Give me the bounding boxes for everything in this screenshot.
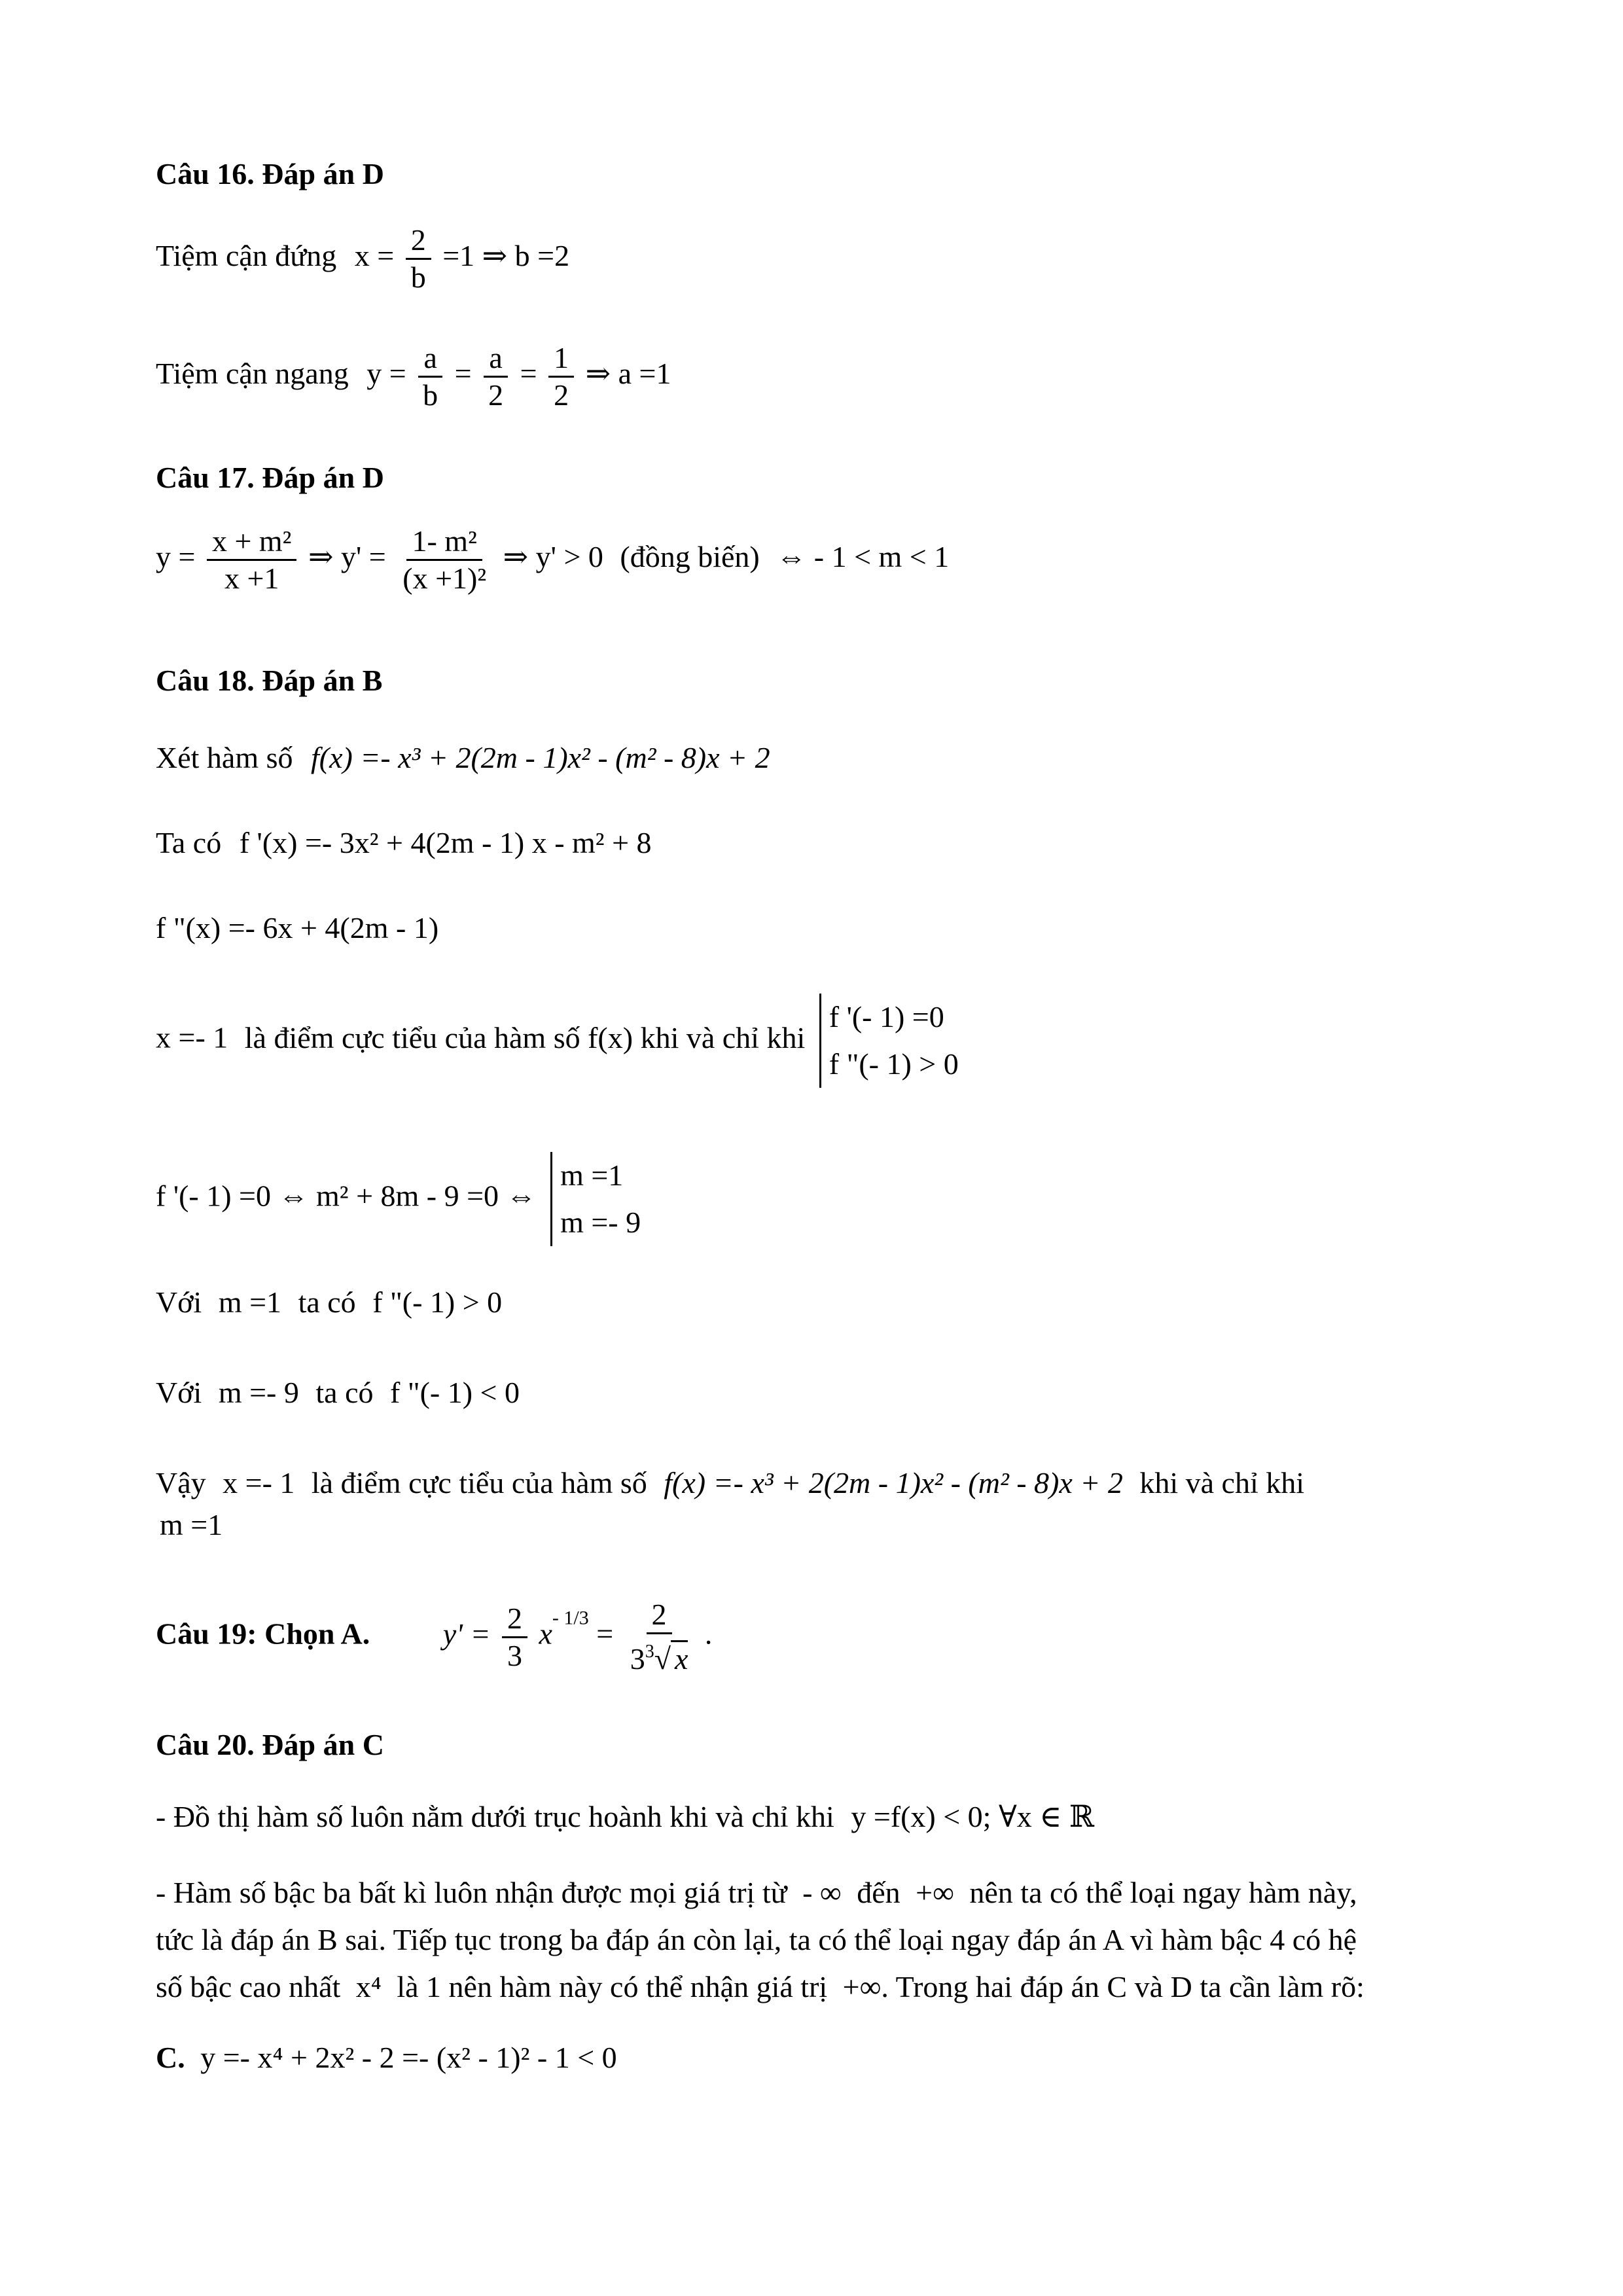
q18-function: f(x) =- x³ + 2(2m - 1)x² - (m² - 8)x + 2 bbox=[311, 741, 770, 774]
q16-l2-frac3: $\frac{1}{2}$ bbox=[548, 340, 574, 413]
q18-line3 bbox=[156, 908, 438, 948]
q19-line: Câu 19: Chọn A. y' = $\frac{2}{3}$ $x^{- 1/3}$ = $\frac{2}{3^3√ x}$ . bbox=[156, 1598, 713, 1676]
q16-l1-text: Tiệm cận đứng bbox=[156, 239, 337, 273]
q17-line1: y = $\frac{\text{x + m²}}{x +1}$ ⇒ y' = $\frac{\text{1- m²}}{\text{(x +1)²}}$ ⇒ y' > 0 (đồng biến) ⇔ - 1 < m < 1 bbox=[156, 524, 950, 595]
q18-line8: Vậy x =- 1 là điểm cực tiểu của hàm số f(x) =- x³ + 2(2m - 1)x² - (m² - 8)x + 2 khi và chỉ khi bbox=[156, 1466, 1305, 1499]
q16-l2-frac1: $\frac{a}{b}$ bbox=[418, 340, 443, 413]
q18-solution-system: m =1 m =- 9 bbox=[550, 1152, 641, 1246]
q16-line2: Tiệm cận ngang y = $\frac{a}{b}$ = $\frac{a}{2}$ = $\frac{1}{2}$ ⇒ a =1 bbox=[156, 341, 671, 412]
q16-l2-frac2: $\frac{a}{2}$ bbox=[483, 340, 508, 413]
q20-line1: - Đồ thị hàm số luôn nằm dưới trục hoành khi và chỉ khi y =f(x) < 0; ∀x ∈ ℝ bbox=[156, 1800, 1094, 1833]
q17-heading: Câu 17. Đáp án D bbox=[156, 461, 384, 494]
q20-heading: Câu 20. Đáp án C bbox=[156, 1728, 384, 1761]
q19-frac2: $\frac{2}{3^3√ x}$ bbox=[630, 1598, 688, 1676]
q18-line9: m =1 bbox=[160, 1508, 223, 1541]
q18-line1: Xét hàm số f(x) =- x³ + 2(2m - 1)x² - (m² - 8)x + 2 bbox=[156, 741, 770, 774]
q20-paragraph bbox=[156, 1869, 1484, 2011]
q19-exponent: - 1/3 bbox=[552, 1607, 589, 1629]
q18-line5: f '(- 1) =0 ⇔ m² + 8m - 9 =0 ⇔ m =1 m =- 9 bbox=[156, 1152, 641, 1246]
q16-heading: Câu 16. Đáp án D bbox=[156, 157, 384, 190]
q18-line2: Ta có f '(x) =- 3x² + 4(2m - 1) x - m² + 8 bbox=[156, 826, 652, 859]
q16-l1-fraction: $\frac{2}{b}$ bbox=[406, 223, 431, 295]
q18-first-derivative: f '(x) =- 3x² + 4(2m - 1) x - m² + 8 bbox=[239, 826, 652, 859]
q16-l1-lhs: x = bbox=[354, 239, 395, 273]
q20-p-line2: tức là đáp án B sai. Tiếp tục trong ba đáp án còn lại, ta có thể loại ngay đáp án A vì hàm bậc 4 có hệ bbox=[156, 1923, 1357, 1956]
q17-frac1: $\frac{\text{x + m²}}{x +1}$ bbox=[207, 524, 297, 596]
q17-frac2: $\frac{\text{1- m²}}{\text{(x +1)²}}$ bbox=[402, 524, 487, 595]
q20-p-line1: - Hàm số bậc ba bất kì luôn nhận được mọi giá trị từ - ∞ đến +∞ nên ta có thể loại ngay hàm này, bbox=[156, 1876, 1357, 1909]
q18-condition-system: f '(- 1) =0 f "(- 1) > 0 bbox=[819, 994, 959, 1088]
q20-p-line3: số bậc cao nhất x⁴ là 1 nên hàm này có thể nhận giá trị +∞. Trong hai đáp án C và D ta cần làm rõ: bbox=[156, 1970, 1364, 2003]
q16-l1-rhs: =1 ⇒ b =2 bbox=[442, 239, 570, 273]
q18-line6: Với m =1 ta có f "(- 1) > 0 bbox=[156, 1285, 503, 1319]
q16-line1 bbox=[156, 223, 569, 295]
q18-heading: Câu 18. Đáp án B bbox=[156, 664, 383, 697]
q19-frac1: $\frac{2}{3}$ bbox=[502, 1601, 527, 1674]
q18-line4: x =- 1 là điểm cực tiểu của hàm số f(x) khi và chỉ khi f '(- 1) =0 f "(- 1) > 0 bbox=[156, 994, 959, 1088]
q18-second-derivative: f "(x) =- 6x + 4(2m - 1) bbox=[156, 911, 439, 944]
q16-l2-text: Tiệm cận ngang bbox=[156, 357, 349, 391]
q20-option-c: C. y =- x⁴ + 2x² - 2 =- (x² - 1)² - 1 < 0 bbox=[156, 2041, 617, 2074]
q19-heading: Câu 19: Chọn A. bbox=[156, 1617, 370, 1651]
q18-line7: Với m =- 9 ta có f "(- 1) < 0 bbox=[156, 1376, 520, 1409]
